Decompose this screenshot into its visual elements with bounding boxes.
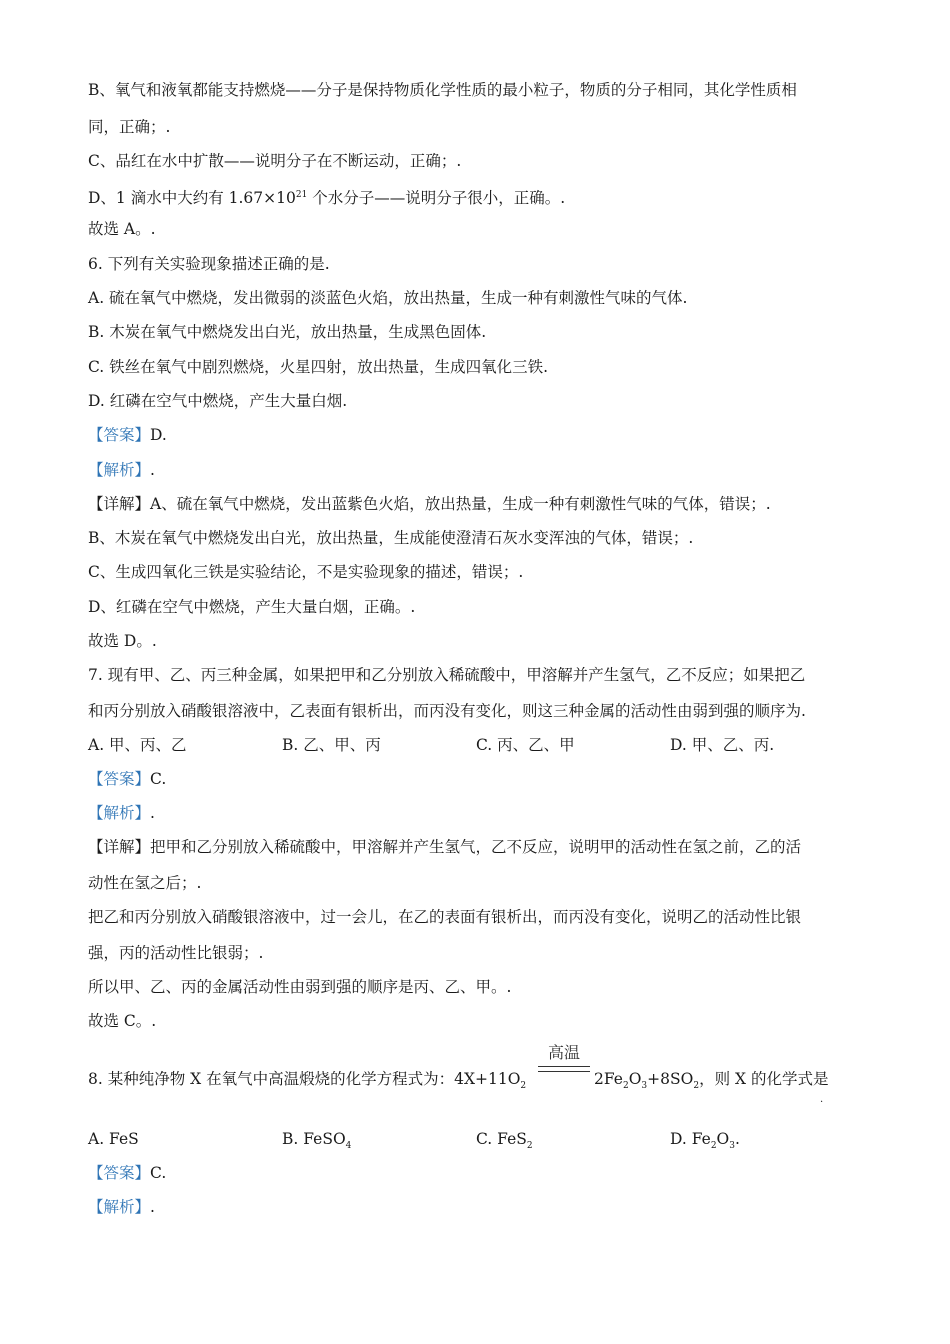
option-c-text: C. FeS — [476, 1130, 527, 1148]
option-d-end: . — [735, 1130, 740, 1148]
answer-tag: 【答案】 — [88, 426, 151, 444]
q5-explain-b-line2: 同，正确；. — [88, 118, 171, 136]
q7-analysis — [88, 803, 155, 823]
q8-option-b — [282, 1129, 351, 1156]
o2-subscript: 2 — [520, 1081, 527, 1092]
q7-stem-line1: 7. 现有甲、乙、丙三种金属，如果把甲和乙分别放入稀硫酸中，甲溶解并产生氢气，乙不反应；如果把乙 — [88, 666, 806, 684]
q8-option-a: A. FeS — [88, 1130, 139, 1148]
answer-tag: 【答案】 — [88, 1164, 151, 1182]
fe-subscript: 2 — [622, 1081, 629, 1092]
answer-value: C. — [150, 770, 167, 788]
analysis-text: . — [150, 1198, 155, 1216]
q6-answer — [88, 425, 167, 445]
q6-option-a: A. 硫在氧气中燃烧，发出微弱的淡蓝色火焰，放出热量，生成一种有刺激性气味的气体. — [88, 289, 688, 307]
option-b-text: B. FeSO — [282, 1130, 346, 1148]
option-d-text: D. Fe — [670, 1130, 711, 1148]
detail-text: A、硫在氧气中燃烧，发出蓝紫色火焰，放出热量，生成一种有刺激性气味的气体，错误；. — [150, 495, 771, 513]
q5-d-prefix: D、1 滴水中大约有 1.67×10 — [88, 189, 296, 208]
q6-conclusion: 故选 D。. — [88, 632, 157, 650]
product-o: O — [628, 1070, 642, 1088]
o-subscript: 3 — [641, 1081, 648, 1092]
q6-analysis — [88, 460, 155, 480]
detail-tag: 【详解】 — [88, 495, 151, 513]
q5-conclusion: 故选 A。. — [88, 220, 156, 238]
product-so: +8SO — [647, 1070, 694, 1088]
detail-tag: 【详解】 — [88, 838, 151, 856]
q8-stem-suffix: ，则 X 的化学式是 — [699, 1070, 829, 1088]
q7-option-c: C. 丙、乙、甲 — [476, 736, 575, 754]
q7-detail-line1 — [88, 837, 801, 857]
answer-tag: 【答案】 — [88, 770, 151, 788]
analysis-text: . — [150, 804, 155, 822]
answer-value: D. — [150, 426, 167, 444]
q8-stem-products — [594, 1069, 828, 1096]
q6-detail-b: B、木炭在氧气中燃烧发出白光，放出热量，生成能使澄清石灰水变浑浊的气体，错误；. — [88, 529, 694, 547]
q7-stem-line2: 和丙分别放入硝酸银溶液中，乙表面有银析出，而丙没有变化，则这三种金属的活动性由弱到强的顺序为. — [88, 702, 806, 720]
analysis-tag: 【解析】 — [88, 804, 151, 822]
q7-detail-line4: 强，丙的活动性比银弱；. — [88, 944, 264, 962]
analysis-text: . — [150, 461, 155, 479]
q6-stem: 6. 下列有关实验现象描述正确的是. — [88, 255, 330, 273]
analysis-tag: 【解析】 — [88, 461, 151, 479]
q6-detail-a — [88, 494, 771, 514]
answer-blank-dot: . — [820, 1094, 824, 1105]
q7-option-b: B. 乙、甲、丙 — [282, 736, 381, 754]
q5-explain-d-line — [88, 185, 565, 208]
detail-text: 把甲和乙分别放入稀硫酸中，甲溶解并产生氢气，乙不反应，说明甲的活动性在氢之前，乙的活 — [150, 838, 802, 856]
q5-d-suffix: 个水分子——说明分子很小，正确。. — [307, 189, 566, 208]
option-d-o: O — [716, 1130, 730, 1148]
so-subscript: 2 — [693, 1081, 700, 1092]
q7-answer — [88, 769, 166, 789]
option-d-subscript-1: 2 — [710, 1141, 717, 1152]
q6-option-d: D. 红磷在空气中燃烧，产生大量白烟. — [88, 392, 348, 410]
q7-conclusion: 故选 C。. — [88, 1012, 157, 1030]
q6-detail-d: D、红磷在空气中燃烧，产生大量白烟，正确。. — [88, 598, 416, 616]
q7-detail-line2: 动性在氢之后；. — [88, 874, 202, 892]
q8-option-c — [476, 1129, 533, 1156]
answer-value: C. — [150, 1164, 167, 1182]
option-d-subscript-2: 3 — [729, 1141, 735, 1152]
product-fe: 2Fe — [594, 1070, 623, 1088]
q7-detail-line3: 把乙和丙分别放入硝酸银溶液中，过一会儿，在乙的表面有银析出，而丙没有变化，说明乙的活动性比银 — [88, 908, 802, 926]
condition-label: 高温 — [547, 1043, 580, 1062]
analysis-tag: 【解析】 — [88, 1198, 151, 1216]
q6-detail-c: C、生成四氧化三铁是实验结论，不是实验现象的描述，错误；. — [88, 563, 524, 581]
q8-stem-prefix: 8. 某种纯净物 X 在氧气中高温煅烧的化学方程式为：4X+11O — [88, 1070, 521, 1088]
reaction-condition — [538, 1043, 590, 1072]
q8-analysis — [88, 1197, 155, 1217]
q5-d-sup: 21 — [295, 190, 308, 200]
q8-answer — [88, 1163, 166, 1183]
q5-explain-c-line: C、品红在水中扩散——说明分子在不断运动，正确；. — [88, 152, 462, 170]
q6-option-b: B. 木炭在氧气中燃烧发出白光，放出热量，生成黑色固体. — [88, 323, 487, 341]
q7-option-a: A. 甲、丙、乙 — [88, 736, 187, 754]
option-b-subscript: 4 — [345, 1141, 352, 1152]
q5-explain-b-line1: B、氧气和液氧都能支持燃烧——分子是保持物质化学性质的最小粒子，物质的分子相同，其化学性质相 — [88, 81, 797, 99]
equals-sign — [538, 1066, 590, 1072]
q7-detail-line5: 所以甲、乙、丙的金属活动性由弱到强的顺序是丙、乙、甲。. — [88, 978, 512, 996]
q6-option-c: C. 铁丝在氧气中剧烈燃烧，火星四射，放出热量，生成四氧化三铁. — [88, 358, 549, 376]
q7-option-d: D. 甲、乙、丙. — [670, 736, 775, 754]
q8-stem — [88, 1069, 526, 1096]
q8-option-d — [670, 1129, 740, 1156]
option-c-subscript: 2 — [526, 1141, 533, 1152]
